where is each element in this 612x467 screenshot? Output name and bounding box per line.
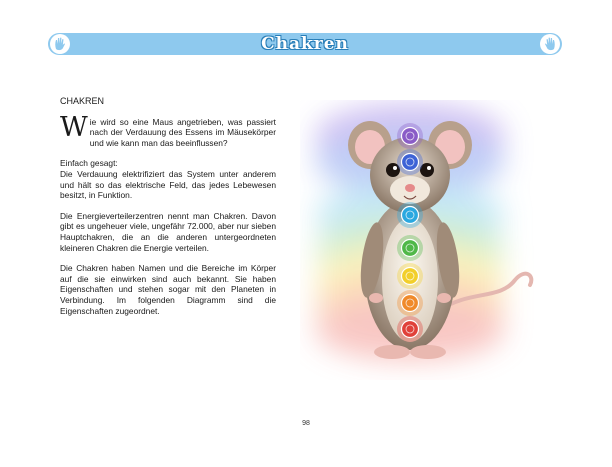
dropcap-letter: W (60, 111, 88, 143)
section-heading: CHAKREN (60, 96, 105, 106)
chapter-header-band (48, 33, 562, 55)
chakra-mouse-illustration (300, 100, 550, 380)
mouse-nose (405, 184, 415, 192)
paragraph-3: Die Energieverteilerzentren nennt man Chakren. Davon gibt es ungeheuer viele, ungefähr 72.000, aber nur sieben Hauptchakren, die an die anderen untergeordneten kleineren Chakren die Energie verteilen. (60, 210, 276, 253)
paragraph-1: Einfach gesagt: (60, 158, 118, 169)
chakra-point (397, 123, 423, 149)
mouse-foot-right (410, 345, 446, 359)
chakra-point (397, 202, 423, 228)
mouse-foot-left (374, 345, 410, 359)
paragraph-4: Die Chakren haben Namen und die Bereiche im Körper auf die sie einwirken sind auch bekannt. Sie haben Eigenschaften und stehen sogar mit den Planeten in Verbindung. Im folgenden Diagramm sind die Eigenschaften zugeordnet. (60, 263, 276, 316)
paragraph-2: Die Verdauung elektrifiziert das System unter anderem und hält so das elektrische Feld, das jedes Lebewesen besitzt, in Funktion. (60, 168, 276, 201)
chakra-point (397, 290, 423, 316)
intro-paragraph (60, 111, 276, 149)
chakra-point (397, 263, 423, 289)
chakra-point (397, 235, 423, 261)
chakra-point (397, 149, 423, 175)
intro-text: ie wird so eine Maus angetrieben, was passiert nach der Verdauung des Essens im Mäusekörper und wie kann man das beeinflussen? (89, 116, 276, 148)
chapter-title: Chakren (261, 34, 349, 54)
hand-icon-right (540, 34, 560, 54)
body-text-column (60, 96, 276, 326)
page-number: 98 (302, 420, 310, 427)
chakra-point (397, 316, 423, 342)
